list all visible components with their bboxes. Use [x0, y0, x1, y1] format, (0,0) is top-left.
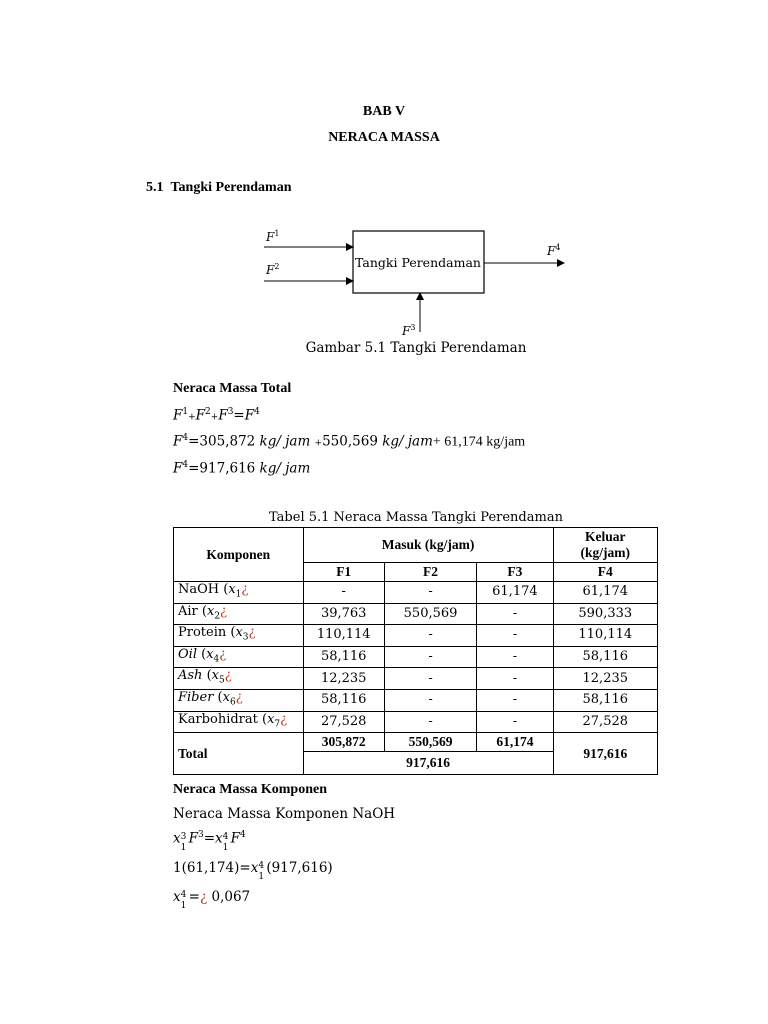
- cell-f3: 61,174: [477, 582, 553, 604]
- table-row: [174, 582, 658, 604]
- cell-f3: -: [477, 711, 553, 733]
- component-balance-heading: Neraca Massa Komponen: [173, 782, 327, 797]
- stream-f3-label: $F^3$: [402, 323, 416, 338]
- process-diagram: [258, 222, 578, 347]
- total-balance-heading: Neraca Massa Total: [173, 381, 292, 396]
- cell-f1: 39,763: [303, 603, 384, 625]
- total-f4: 917,616: [553, 733, 657, 775]
- component-name: Air ($x_2¿$: [174, 603, 304, 625]
- component-eq2: 1(61,174)=x 4 1 (917,616): [173, 860, 333, 882]
- cell-f4: 58,116: [553, 689, 657, 711]
- component-name: Karbohidrat ($x_7¿$: [174, 711, 304, 733]
- cell-f3: -: [477, 668, 553, 690]
- table-row: [174, 646, 658, 668]
- cell-f2: 550,569: [384, 603, 476, 625]
- cell-f2: -: [384, 646, 476, 668]
- cell-f3: -: [477, 646, 553, 668]
- chapter-title: NERACA MASSA: [328, 130, 440, 145]
- total-f2: 550,569: [384, 733, 476, 752]
- component-eq3: x 4 1 =¿ 0,067: [173, 889, 251, 911]
- section-title: Tangki Perendaman: [170, 180, 292, 195]
- cell-f3: -: [477, 625, 553, 647]
- cell-f4: 61,174: [553, 582, 657, 604]
- cell-f4: 12,235: [553, 668, 657, 690]
- cell-f1: 27,528: [303, 711, 384, 733]
- cell-f2: -: [384, 582, 476, 604]
- section-heading: [146, 180, 291, 196]
- cell-f1: 110,114: [303, 625, 384, 647]
- total-balance-eq2: $F^4=305,872$ kg/ jam +550,569 kg/ jam+ 61,174 kg/jam: [173, 433, 526, 450]
- cell-f4: 27,528: [553, 711, 657, 733]
- component-balance-subheading: Neraca Massa Komponen NaOH: [173, 806, 396, 822]
- table-header-row-1: [174, 528, 658, 563]
- table-row: [174, 625, 658, 647]
- stream-f1-label: $F^1$: [266, 229, 280, 244]
- header-masuk: Masuk (kg/jam): [303, 528, 553, 563]
- cell-f1: 58,116: [303, 646, 384, 668]
- figure-caption: Gambar 5.1 Tangki Perendaman: [305, 340, 527, 356]
- cell-f4: 110,114: [553, 625, 657, 647]
- chapter-heading: BAB V: [362, 104, 406, 119]
- total-label: Total: [174, 733, 304, 775]
- cell-f4: 590,333: [553, 603, 657, 625]
- component-eq1: x 3 1 $F^3=x$ 4 1 $F^4$: [173, 830, 246, 853]
- cell-f3: -: [477, 603, 553, 625]
- component-name: Ash ($x_5¿$: [174, 668, 304, 690]
- cell-f4: 58,116: [553, 646, 657, 668]
- total-masuk-sum: 917,616: [303, 752, 553, 775]
- header-komponen: Komponen: [174, 528, 304, 582]
- mass-balance-table: [173, 527, 658, 775]
- cell-f2: -: [384, 668, 476, 690]
- table-row: [174, 668, 658, 690]
- header-keluar: Keluar (kg/jam): [553, 528, 657, 563]
- total-f3: 61,174: [477, 733, 553, 752]
- tank-box-label: Tangki Perendaman: [355, 255, 481, 270]
- table-row: [174, 603, 658, 625]
- cell-f2: -: [384, 689, 476, 711]
- header-f2: F2: [384, 563, 476, 582]
- cell-f1: -: [303, 582, 384, 604]
- stream-f2-label: $F^2$: [266, 262, 280, 277]
- total-balance-eq1: $F^1+F^2+F^3=F^4$: [173, 407, 260, 424]
- component-name: Protein ($x_3¿$: [174, 625, 304, 647]
- total-balance-eq3: $F^4=917,616$ kg/ jam: [173, 460, 311, 477]
- cell-f2: -: [384, 625, 476, 647]
- table-row: [174, 711, 658, 733]
- table-caption: Tabel 5.1 Neraca Massa Tangki Perendaman: [269, 510, 563, 525]
- component-name: Fiber ($x_6¿$: [174, 689, 304, 711]
- table-row: [174, 689, 658, 711]
- component-name: NaOH ($x_1¿$: [174, 582, 304, 604]
- header-f3: F3: [477, 563, 553, 582]
- cell-f2: -: [384, 711, 476, 733]
- component-name: Oil ($x_4¿$: [174, 646, 304, 668]
- stream-f4-label: $F^4$: [547, 243, 561, 258]
- cell-f1: 58,116: [303, 689, 384, 711]
- total-f1: 305,872: [303, 733, 384, 752]
- cell-f3: -: [477, 689, 553, 711]
- cell-f1: 12,235: [303, 668, 384, 690]
- section-number: 5.1: [146, 180, 164, 195]
- tank-diagram-svg: [258, 222, 578, 347]
- header-f4: F4: [553, 563, 657, 582]
- table-total-row: [174, 733, 658, 752]
- header-f1: F1: [303, 563, 384, 582]
